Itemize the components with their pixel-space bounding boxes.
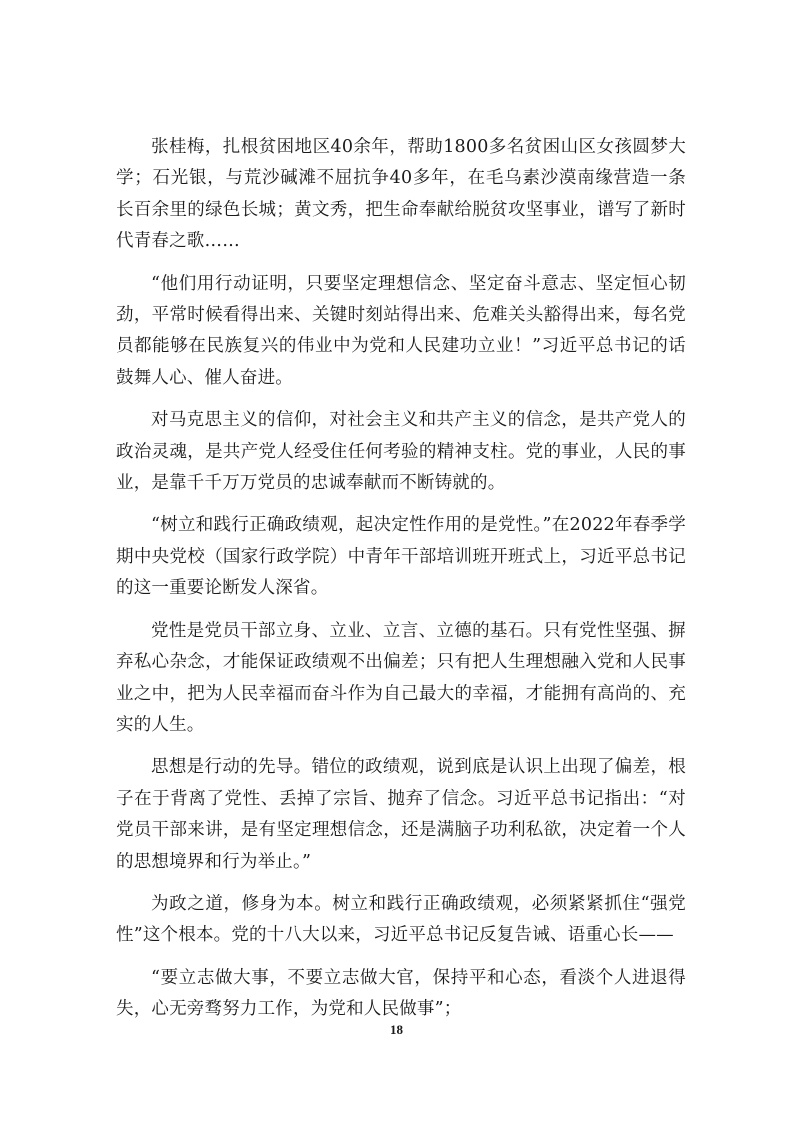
paragraph-6: 思想是行动的先导。错位的政绩观，说到底是认识上出现了偏差，根子在于背离了党性、丢掉了宗旨、抛弃了信念。习近平总书记指出：“对党员干部来讲，是有坚定理想信念，还是满脑子功利私欲，决定着一个人的思想境界和行为举止。” — [116, 757, 686, 872]
paragraph-2: “他们用行动证明，只要坚定理想信念、坚定奋斗意志、坚定恒心韧劲，平常时候看得出来、关键时刻站得出来、危难关头豁得出来，每名党员都能够在民族复兴的伟业中为党和人民建功立业！”习近平总书记的话鼓舞人心、催人奋进。 — [116, 273, 686, 388]
paragraph-3: 对马克思主义的信仰，对社会主义和共产主义的信念，是共产党人的政治灵魂，是共产党人经受住任何考验的精神支柱。党的事业，人民的事业，是靠千千万万党员的忠诚奉献而不断铸就的。 — [116, 410, 686, 494]
paragraph-7: 为政之道，修身为本。树立和践行正确政绩观，必须紧紧抓住“强党性”这个根本。党的十八大以来，习近平总书记反复告诫、语重心长—— — [116, 893, 686, 946]
body-text — [116, 132, 686, 1037]
paragraph-5: 党性是党员干部立身、立业、立言、立德的基石。只有党性坚强、摒弃私心杂念，才能保证政绩观不出偏差；只有把人生理想融入党和人民事业之中，把为人民幸福而奋斗作为自己最大的幸福，才能拥有高尚的、充实的人生。 — [116, 620, 686, 735]
page-number: 18 — [390, 1022, 403, 1037]
paragraph-8: “要立志做大事，不要立志做大官，保持平和心态，看淡个人进退得失，心无旁骛努力工作，为党和人民做事”； — [116, 967, 686, 1020]
paragraph-1: 张桂梅，扎根贫困地区40余年，帮助1800多名贫困山区女孩圆梦大学；石光银，与荒沙碱滩不屈抗争40多年，在毛乌素沙漠南缘营造一条长百余里的绿色长城；黄文秀，把生命奉献给脱贫攻坚事业，谱写了新时代青春之歌…… — [116, 137, 686, 252]
paragraph-4: “树立和践行正确政绩观，起决定性作用的是党性。”在2022年春季学期中央党校（国家行政学院）中青年干部培训班开班式上，习近平总书记的这一重要论断发人深省。 — [116, 515, 686, 599]
